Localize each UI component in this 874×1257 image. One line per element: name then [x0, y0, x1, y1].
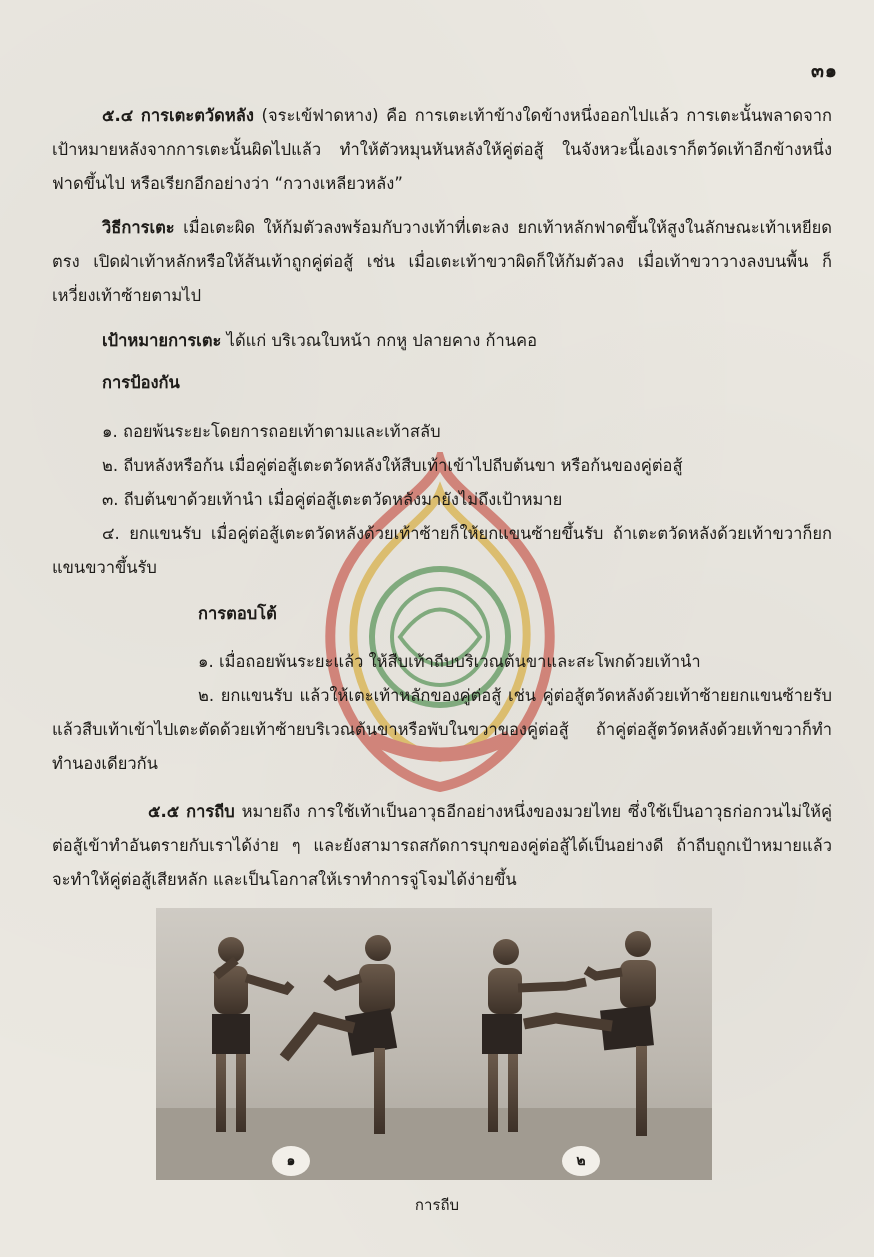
section-kick-paragraph	[52, 99, 832, 201]
photo-badge-1: ๑	[272, 1146, 310, 1176]
boxers-illustration	[156, 908, 712, 1180]
boxer-figure	[482, 939, 586, 1132]
section-kick-text: (จระเข้ฟาดหาง) คือ การเตะเท้าข้างใดข้างหนึ่งออกไปแล้ว การเตะนั้นพลาดจากเป้าหมายหลังจากการเตะนั้นผิดไปแล้ว ทำให้ตัวหมุนหันหลังให้คู่ต่อสู้ ในจังหวะนี้เองเราก็ตวัดเท้าอีกข้างหนึ่งฟาดขึ้นไป หรือเรียกอีกอย่างว่า “กวางเหลียวหลัง”	[52, 106, 833, 193]
defense-item: ๑. ถอยพ้นระยะโดยการถอยเท้าตามและเท้าสลับ	[102, 422, 441, 441]
photo-badge-2: ๒	[562, 1146, 600, 1176]
method-paragraph	[52, 211, 832, 313]
section-push-title: การถีบ	[186, 802, 235, 821]
counter-item: ๑. เมื่อถอยพ้นระยะแล้ว ให้สืบเท้าถีบบริเวณต้นขาและสะโพกด้วยเท้านำ	[198, 652, 701, 671]
method-text: เมื่อเตะผิด ให้ก้มตัวลงพร้อมกับวางเท้าที่เตะลง ยกเท้าหลักฟาดขึ้นให้สูงในลักษณะเท้าเหยียดตรง เปิดฝ่าเท้าหลักหรือให้ส้นเท้าถูกคู่ต่อสู้ เช่น เมื่อเตะเท้าขวาผิดก็ให้ก้มตัวลง เมื่อเท้าขวาวางลงบนพื้น ก็เหวี่ยงเท้าซ้ายตามไป	[52, 218, 832, 305]
counter-heading: การตอบโต้	[198, 604, 277, 623]
boxer-figure	[284, 935, 397, 1134]
method-label: วิธีการเตะ	[102, 218, 175, 237]
counter-item: ๒. ยกแขนรับ แล้วให้เตะเท้าหลักของคู่ต่อสู้ เช่น คู่ต่อสู้ตวัดหลังด้วยเท้าซ้ายยกแขนซ้ายรับ แล้วสืบเท้าเข้าไปเตะตัดด้วยเท้าซ้ายบริเวณต้นขาหรือพับในขวาของคู่ต่อสู้ ถ้าคู่ต่อสู้ตวัดหลังด้วยเท้าขวาก็ทำทำนองเดียวกัน	[52, 686, 832, 773]
target-label: เป้าหมายการเตะ	[102, 331, 222, 350]
defense-item: ๔. ยกแขนรับ เมื่อคู่ต่อสู้เตะตวัดหลังด้วยเท้าซ้ายก็ให้ยกแขนซ้ายขึ้นรับ ถ้าเตะตวัดหลังด้วยเท้าขวาก็ยกแขนขวาขึ้นรับ	[52, 524, 832, 577]
defense-heading: การป้องกัน	[102, 373, 180, 392]
defense-item: ๓. ถีบต้นขาด้วยเท้านำ เมื่อคู่ต่อสู้เตะตวัดหลังมายังไม่ถึงเป้าหมาย	[102, 490, 563, 509]
section-push-paragraph	[52, 795, 832, 897]
section-kick-number: ๕.๔	[102, 106, 134, 125]
page-number: ๓๑	[810, 60, 838, 82]
defense-item: ๒. ถีบหลังหรือก้น เมื่อคู่ต่อสู้เตะตวัดหลังให้สืบเท้าเข้าไปถีบต้นขา หรือก้นของคู่ต่อสู้	[102, 456, 683, 475]
photo-caption: การถีบ	[414, 1196, 460, 1214]
section-push-text: หมายถึง การใช้เท้าเป็นอาวุธอีกอย่างหนึ่งของมวยไทย ซึ่งใช้เป็นอาวุธก่อกวนไม่ให้คู่ต่อสู้เข้าทำอันตรายกับเราได้ง่าย ๆ และยังสามารถสกัดการบุกของคู่ต่อสู้ได้เป็นอย่างดี ถ้าถีบถูกเป้าหมายแล้ว จะทำให้คู่ต่อสู้เสียหลัก และเป็นโอกาสให้เราทำการจู่โจมได้ง่ายขึ้น	[52, 802, 832, 889]
section-push-number: ๕.๕	[148, 802, 180, 821]
boxer-figure	[212, 937, 291, 1132]
target-paragraph	[52, 324, 832, 358]
push-kick-photo	[156, 908, 712, 1180]
boxer-figure	[524, 931, 656, 1136]
target-text: ได้แก่ บริเวณใบหน้า กกหู ปลายคาง ก้านคอ	[221, 331, 537, 350]
section-kick-title: การเตะตวัดหลัง	[140, 106, 254, 125]
